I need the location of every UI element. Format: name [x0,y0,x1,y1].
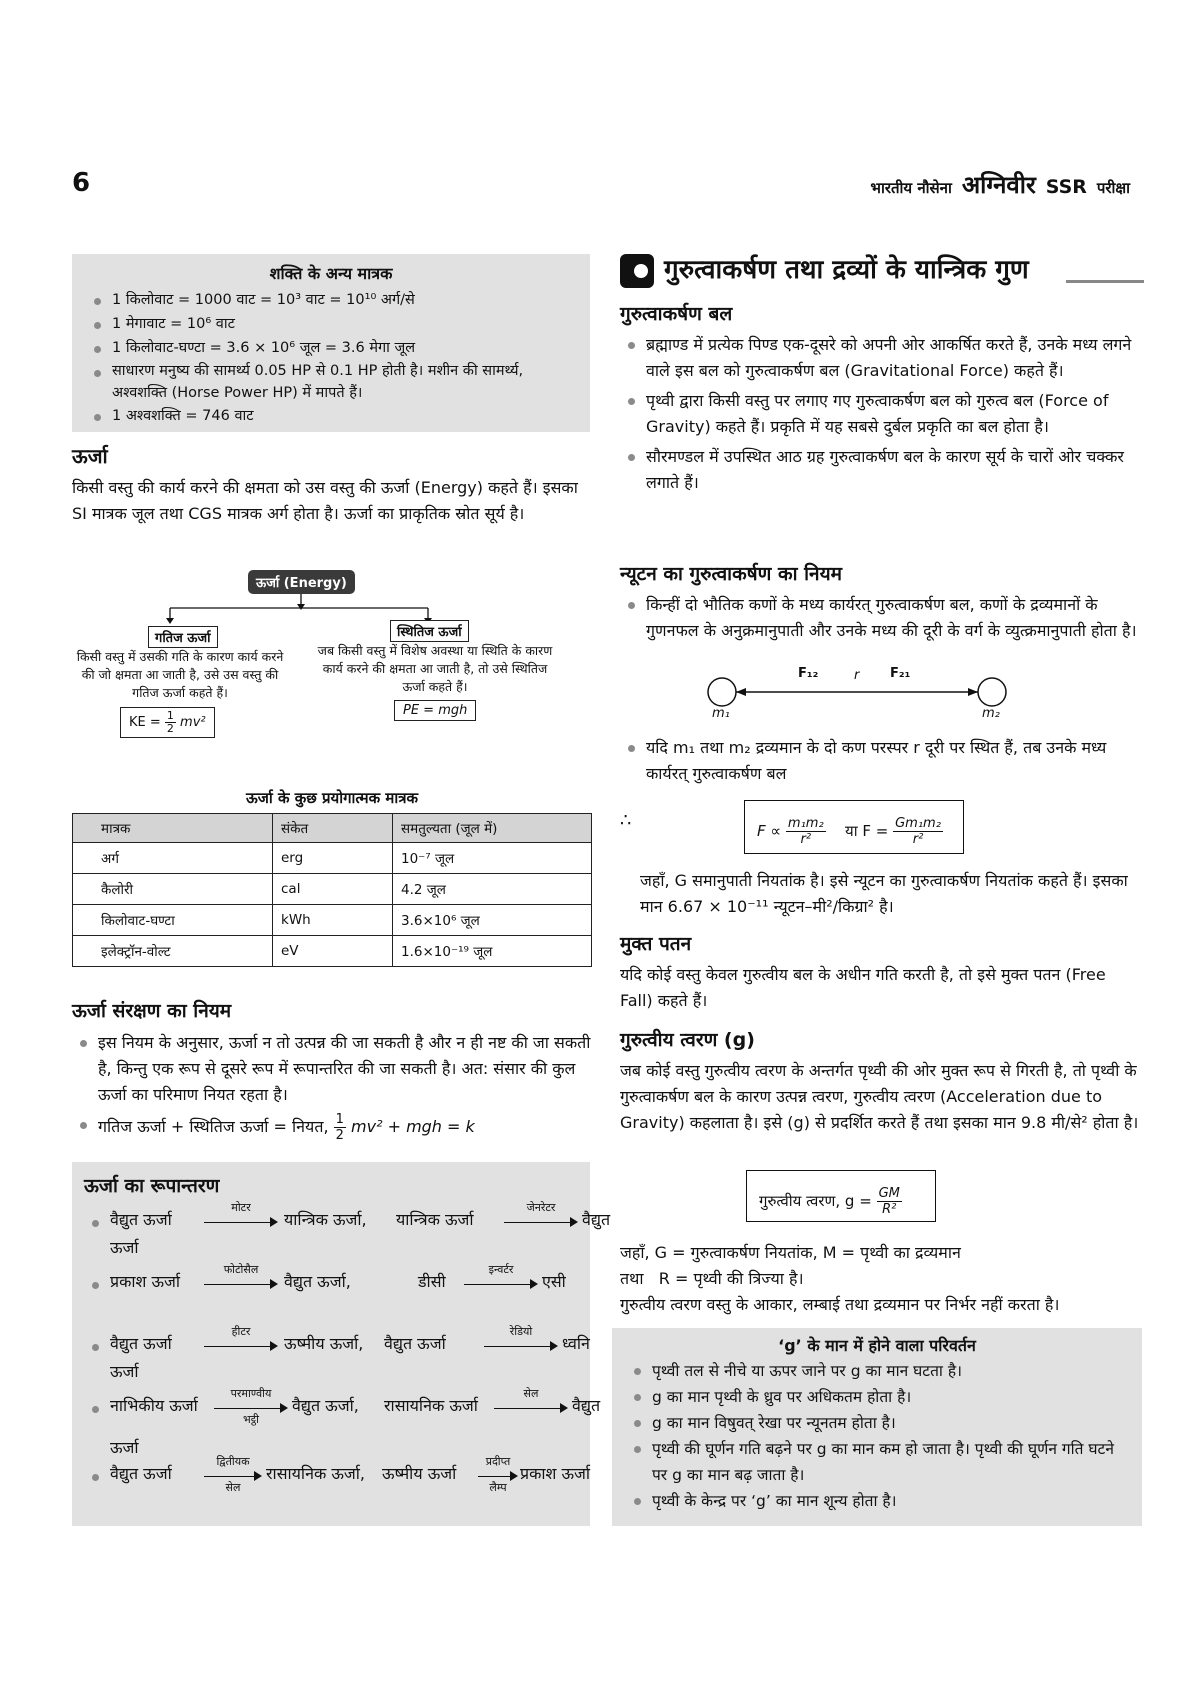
acc-formula-label: गुरुत्वीय त्वरण, g = [759,1192,872,1210]
table-cell: cal [273,874,393,905]
newton-frac-b-den: r² [912,832,924,847]
table-header-cell: मात्रक [73,814,273,843]
table-row [73,905,592,936]
mass-m1-label: m₁ [712,706,730,721]
therefore-symbol: ∴ [620,810,632,831]
table-row [73,843,592,874]
list-item: g का मान पृथ्वी के ध्रुव पर अधिकतम होता है। [626,1384,1128,1410]
distance-r-label: r [854,668,860,683]
gravitation-heading: गुरुत्वाकर्षण बल [620,303,733,325]
arrow-icon [504,1200,578,1228]
potential-energy-title: स्थितिज ऊर्जा [390,620,469,642]
ke-formula-suffix: mv² [180,715,206,730]
arrow-label-above: द्वितीयक [216,1454,250,1468]
table-cell: eV [273,936,393,967]
list-item: g का मान विषुवत् रेखा पर न्यूनतम होता है। [626,1410,1128,1436]
transformation-source: वैद्युत ऊर्जा [110,1334,172,1353]
transformation-target: एसी [542,1272,566,1291]
newton-frac-a-den: r² [800,832,812,847]
arrow-icon [478,1454,518,1494]
gravitational-constant-text: जहाँ, G समानुपाती नियतांक है। इसे न्यूटन का गुरुत्वाकर्षण नियतांक कहते हैं। इसका मान 6.67 × 10⁻¹¹ न्यूटन–मी²/किग्रा² है। [640,871,1128,916]
transformation-source: वैद्युत ऊर्जा [110,1464,172,1483]
arrow-label-above: हीटर [231,1324,251,1338]
arrow-icon [204,1262,278,1290]
arrow-label-above: रेडियो [509,1324,533,1338]
two-mass-diagram-shapes [700,664,1020,724]
transformation-row [84,1386,601,1462]
transformation-source: यान्त्रिक ऊर्जा [396,1210,474,1229]
arrow-label-above: प्रदीप्त [485,1454,511,1468]
g-variation-title: ‘g’ के मान में होने वाला परिवर्तन [778,1336,976,1355]
section-title-text: गुरुत्वाकर्षण तथा द्रव्यों के यान्त्रिक गुण [664,255,1029,285]
kinetic-energy-formula [120,707,215,738]
arrow-icon [204,1200,278,1228]
force-f12-label: F₁₂ [798,666,819,681]
list-item: सौरमण्डल में उपस्थित आठ ग्रह गुरुत्वाकर्षण बल के कारण सूर्य के चारों ओर चक्कर लगाते हैं। [620,444,1140,496]
arrow-label-above: मोटर [231,1200,251,1214]
transformation-continuation: ऊर्जा [110,1238,139,1257]
table-cell: 3.6×10⁶ जूल [393,905,592,936]
acc-frac-num: GM [878,1186,900,1201]
table-row [73,936,592,967]
power-units-title: शक्ति के अन्य मात्रक [269,264,393,283]
list-item: इस नियम के अनुसार, ऊर्जा न तो उत्पन्न की जा सकती है और न ही नष्ट की जा सकती है, किन्तु एक रूप से दूसरे रूप में रूपान्तरित की जा सकती है। अत: संसार की कुल ऊर्जा का परिमाण नियत रहता है। [72,1030,596,1108]
arrow-label-below: भट्ठी [243,1412,259,1426]
table-header-cell: संकेत [273,814,393,843]
section-title [620,250,1140,290]
free-fall-paragraph: यदि कोई वस्तु केवल गुरुत्वीय बल के अधीन गति करती है, तो इसे मुक्त पतन (Free Fall) कहते हैं। [620,965,1106,1010]
energy-diagram [72,570,592,770]
transformation-heading: ऊर्जा का रूपान्तरण [84,1175,220,1197]
arrow-label-below: सेल [225,1480,241,1494]
transformation-source: वैद्युत ऊर्जा [110,1210,172,1229]
running-head-part-4: परीक्षा [1096,179,1130,197]
list-item: ब्रह्माण्ड में प्रत्येक पिण्ड एक-दूसरे को अपनी ओर आकर्षित करते हैं, उनके मध्य लगने वाले इस बल को गुरुत्वाकर्षण बल (Gravitational Force) कहते हैं। [620,332,1140,384]
transformation-target: वैद्युत [572,1396,601,1415]
gravity-acceleration-where [620,1240,1140,1318]
transformation-source: ऊष्मीय ऊर्जा [382,1464,457,1483]
transformation-continuation: ऊर्जा [110,1362,139,1381]
running-head [870,168,1130,201]
transformation-source: रासायनिक ऊर्जा [384,1396,478,1415]
list-item: 1 किलोवाट = 1000 वाट = 10³ वाट = 10¹⁰ अर्ग/से [86,288,576,312]
ke-fraction-den: 2 [166,722,174,735]
list-item: पृथ्वी की घूर्णन गति बढ़ने पर g का मान कम हो जाता है। पृथ्वी की घूर्णन गति घटने पर g का मान बढ़ जाता है। [626,1436,1128,1488]
table-cell: किलोवाट-घण्टा [73,905,273,936]
list-item: पृथ्वी द्वारा किसी वस्तु पर लगाए गए गुरुत्वाकर्षण बल को गुरुत्व बल (Force of Gravity) कहते हैं। प्रकृति में यह सबसे दुर्बल प्रकृति का बल होता है। [620,388,1140,440]
arrow-label-above: फोटोसैल [223,1262,259,1276]
energy-heading: ऊर्जा [72,444,108,468]
arrow-icon [484,1324,558,1352]
conservation-fraction-num: 1 [335,1112,344,1127]
energy-units-title: ऊर्जा के कुछ प्रयोगात्मक मात्रक [245,789,419,807]
transformation-target: प्रकाश ऊर्जा [520,1464,591,1483]
two-mass-diagram [700,664,1020,724]
mass-m2-label: m₂ [982,706,1000,721]
g-variation-list [626,1358,1128,1514]
arrow-label-above: जेनरेटर [526,1200,556,1214]
conservation-list [72,1030,596,1143]
conservation-formula-prefix: गतिज ऊर्जा + स्थितिज ऊर्जा = नियत, [98,1117,329,1136]
transformation-target: रासायनिक ऊर्जा, [266,1464,365,1483]
list-item: 1 मेगावाट = 10⁶ वाट [86,312,576,336]
transformation-source: प्रकाश ऊर्जा [110,1272,181,1291]
arrow-label-below: लैम्प [489,1480,507,1494]
where-line: तथा R = पृथ्वी की त्रिज्या है। [620,1269,804,1288]
table-cell: अर्ग [73,843,273,874]
potential-energy-formula: PE = mgh [394,700,476,721]
energy-paragraph: किसी वस्तु की कार्य करने की क्षमता को उस वस्तु की ऊर्जा (Energy) कहते हैं। इसका SI मात्रक जूल तथा CGS मात्रक अर्ग होता है। ऊर्जा का प्राकृतिक स्रोत सूर्य है। [72,478,578,523]
conservation-fraction-den: 2 [335,1128,344,1143]
running-head-part-1: भारतीय नौसेना [870,179,952,197]
list-item [72,1112,596,1143]
transformation-target: यान्त्रिक ऊर्जा, [284,1210,367,1229]
where-line: गुरुत्वीय त्वरण वस्तु के आकार, लम्बाई तथा द्रव्यमान पर निर्भर नहीं करता है। [620,1295,1060,1314]
arrow-icon [204,1454,262,1494]
kinetic-energy-text: किसी वस्तु में उसकी गति के कारण कार्य करने की जो क्षमता आ जाती है, उसे उस वस्तु की गतिज ऊर्जा कहते हैं। [76,649,284,700]
where-line: जहाँ, G = गुरुत्वाकर्षण नियतांक, M = पृथ्वी का द्रव्यमान [620,1243,961,1262]
transformation-target: ध्वनि [562,1334,590,1353]
force-f21-label: F₂₁ [890,666,911,681]
table-cell: 10⁻⁷ जूल [393,843,592,874]
list-item: पृथ्वी तल से नीचे या ऊपर जाने पर g का मान घटता है। [626,1358,1128,1384]
gravitation-list [620,332,1140,500]
list-item: पृथ्वी के केन्द्र पर ‘g’ का मान शून्य होता है। [626,1488,1128,1514]
ke-fraction-num: 1 [166,709,174,722]
running-head-part-2: अग्निवीर [961,171,1036,199]
potential-energy-text: जब किसी वस्तु में विशेष अवस्था या स्थिति के कारण कार्य करने की क्षमता आ जाती है, तो उसे स्थितिज ऊर्जा कहते हैं। [317,643,553,694]
arrow-icon [204,1324,278,1352]
list-item: यदि m₁ तथा m₂ द्रव्यमान के दो कण परस्पर r दूरी पर स्थित हैं, तब उनके मध्य कार्यरत् गुरुत्वाकर्षण बल [620,735,1140,787]
table-cell: कैलोरी [73,874,273,905]
table-header-row [73,814,592,843]
power-units-list [86,288,576,428]
table-cell: kWh [273,905,393,936]
table-cell: 1.6×10⁻¹⁹ जूल [393,936,592,967]
transformation-continuation: ऊर्जा [110,1438,139,1457]
arrow-icon [214,1386,288,1426]
newton-law-list-2 [620,735,1140,787]
newton-formula-or: या F = [845,822,889,840]
newton-formula-box [744,800,964,854]
transformation-source: वैद्युत ऊर्जा [384,1334,446,1353]
table-header-cell: समतुल्यता (जूल में) [393,814,592,843]
arrow-icon [494,1386,568,1414]
ke-formula-prefix: KE = [129,715,161,730]
arrow-label-above: परमाण्वीय [230,1386,272,1400]
kinetic-energy-title: गतिज ऊर्जा [148,626,218,648]
acc-frac-den: R² [882,1202,897,1217]
newton-law-list [620,592,1140,644]
transformation-row [84,1454,591,1524]
transformation-source: डीसी [418,1272,446,1291]
transformation-source: नाभिकीय ऊर्जा [110,1396,198,1415]
table-cell: 4.2 जूल [393,874,592,905]
transformation-target: वैद्युत ऊर्जा, [284,1272,351,1291]
gravity-acceleration-paragraph: जब कोई वस्तु गुरुत्वीय त्वरण के अन्तर्गत पृथ्वी की ओर मुक्त रूप से गिरती है, तो पृथ्वी के गुरुत्वाकर्षण बल के कारण उत्पन्न त्वरण, गुरुत्वीय त्वरण (Acceleration due to Gravity) कहलाता है। इसे (g) से प्रदर्शित करते हैं तथा इसका मान 9.8 मी/से² होता है। [620,1061,1139,1132]
energy-units-table [72,813,592,967]
conservation-heading: ऊर्जा संरक्षण का नियम [72,1000,232,1022]
arrow-label-above: इन्वर्टर [488,1262,514,1276]
g-variation-box [612,1328,1142,1526]
transformation-target: ऊष्मीय ऊर्जा, [284,1334,364,1353]
newton-frac-a-num: m₁m₂ [787,816,824,831]
list-item: 1 किलोवाट-घण्टा = 3.6 × 10⁶ जूल = 3.6 मेगा जूल [86,336,576,360]
page-number: 6 [72,168,91,198]
energy-root-label: ऊर्जा (Energy) [248,570,355,594]
table-row [73,874,592,905]
conservation-formula-suffix: mv² + mgh = k [351,1117,475,1136]
newton-law-heading: न्यूटन का गुरुत्वाकर्षण का नियम [620,563,842,585]
free-fall-heading: मुक्त पतन [620,933,692,955]
table-cell: erg [273,843,393,874]
gravity-acceleration-heading: गुरुत्वीय त्वरण (g) [620,1029,755,1051]
list-item: 1 अश्वशक्ति = 746 वाट [86,404,576,428]
arrow-label-above: सेल [523,1386,539,1400]
transformation-target: वैद्युत ऊर्जा, [292,1396,359,1415]
energy-transformation-box [72,1162,611,1526]
power-units-box [72,254,590,432]
newton-frac-b-num: Gm₁m₂ [895,816,941,831]
list-item: किन्हीं दो भौतिक कणों के मध्य कार्यरत् गुरुत्वाकर्षण बल, कणों के द्रव्यमानों के गुणनफल के अनुक्रमानुपाती और उनके मध्य की दूरी के वर्ग के व्युत्क्रमानुपाती होता है। [620,592,1140,644]
newton-formula-prop: F ∝ [757,822,782,840]
section-title-rule [1066,280,1144,283]
transformation-target: वैद्युत [582,1210,611,1229]
running-head-part-3: SSR [1045,176,1087,198]
table-cell: इलेक्ट्रॉन-वोल्ट [73,936,273,967]
list-item: साधारण मनुष्य की सामर्थ्य 0.05 HP से 0.1 HP होती है। मशीन की सामर्थ्य, अश्वशक्ति (Horse Power HP) में मापते हैं। [86,360,576,404]
gravity-acceleration-formula-box [746,1170,936,1222]
arrow-icon [464,1262,538,1290]
section-marker-icon [620,254,654,288]
